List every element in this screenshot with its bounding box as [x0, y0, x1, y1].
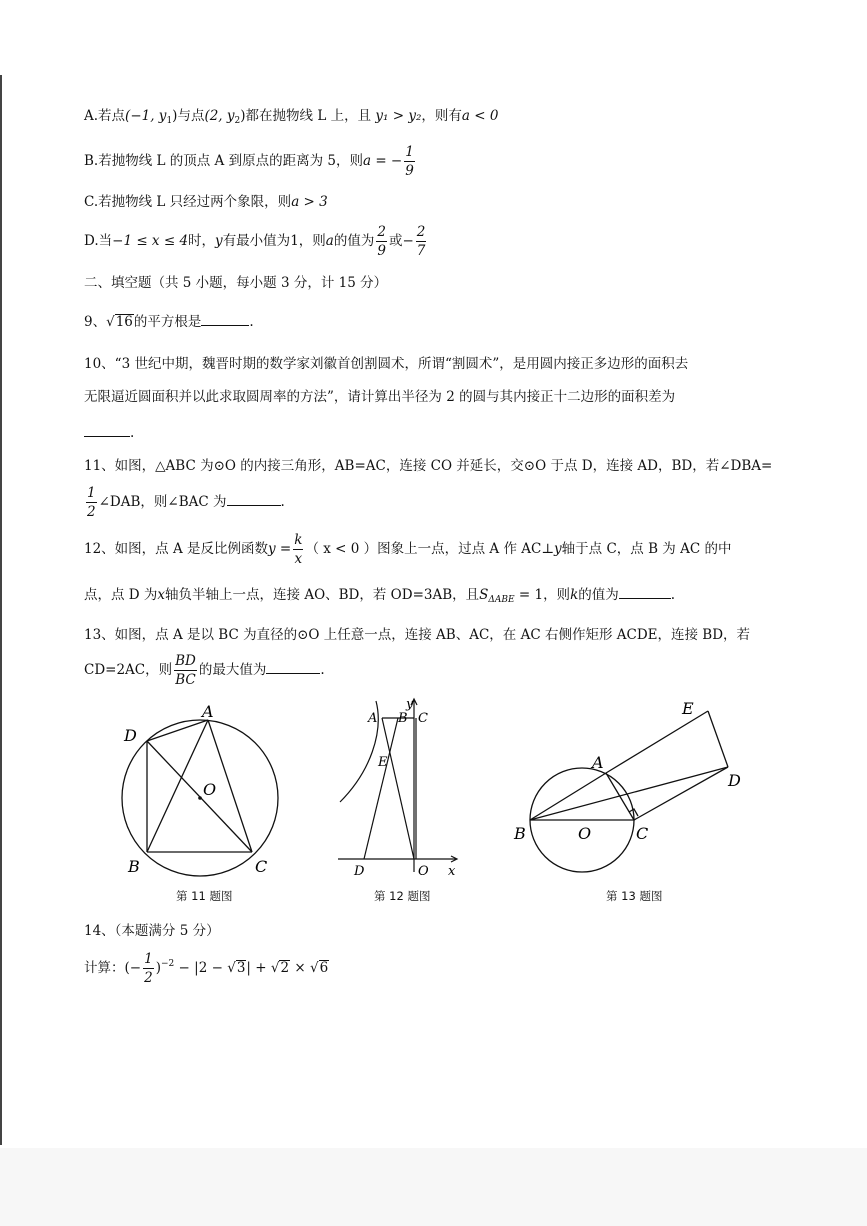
frac-den: 7	[416, 243, 426, 259]
frac-den: BC	[175, 672, 196, 688]
seg-bd	[364, 718, 398, 859]
seg-ed	[708, 711, 728, 767]
abs-bar-left: |	[194, 960, 199, 976]
figure-11	[110, 700, 280, 880]
q8d-text: D.当	[84, 233, 113, 249]
question-11-line-1: 11、如图，△ABC 为⊙O 的内接三角形，AB=AC，连接 CO 并延长，交⊙O 于点 D，连接 AD，BD，若∠DBA=	[84, 458, 773, 474]
q12-text-f: 的值为	[578, 587, 619, 603]
q12-text-a: 12、如图，点 A 是反比例函数	[84, 541, 269, 557]
seg-ao	[382, 718, 414, 859]
q9-text: 的平方根是	[133, 314, 202, 330]
q11-text: ∠DAB，则∠BAC 为	[98, 494, 227, 510]
q14-abs-a: 2 −	[198, 960, 228, 976]
label-o: O	[578, 824, 592, 843]
sqrt-symbol: √	[270, 960, 280, 976]
q14-close: )	[155, 960, 161, 976]
answer-blank-11[interactable]	[227, 493, 281, 506]
q8a-then: ，则有	[421, 108, 462, 124]
q12-x: x	[157, 587, 166, 603]
left-page-edge	[0, 75, 2, 1145]
label-e: E	[378, 755, 388, 770]
question-13-line-1: 13、如图，点 A 是以 BC 为直径的⊙O 上任意一点，连接 AB、AC，在 AC 右侧作矩形 ACDE，连接 BD，若	[84, 627, 751, 643]
question-10-line-2: 无限逼近圆面积并以此求取圆周率的方法”，请计算出半径为 2 的圆与其内接正十二边形的面积差为	[84, 389, 676, 405]
frac-num: 1	[87, 485, 96, 501]
q14-radicand-6: 6	[319, 960, 329, 976]
label-a: A	[368, 711, 378, 726]
q8d-mid: 时，	[188, 233, 216, 249]
q14-minus: −	[174, 960, 195, 976]
label-x: x	[448, 864, 456, 879]
q8d-y: y	[215, 233, 223, 249]
fraction-one-ninth	[404, 143, 415, 180]
q8a-prefix: A.若点	[84, 108, 126, 124]
question-11-line-2	[84, 484, 285, 521]
frac-num: k	[294, 532, 303, 548]
frac-den: 9	[377, 243, 386, 259]
label-a: A	[592, 753, 604, 772]
q9-number: 9、	[84, 314, 107, 330]
q14-times: ×	[290, 960, 310, 976]
frac-num: 2	[377, 224, 386, 240]
q14-prefix: 计算：	[84, 960, 125, 976]
question-10-line-1: 10、“3 世纪中期，魏晋时期的数学家刘徽首创割圆术，所谓“割圆术”，是用圆内接正多边形的面积去	[84, 356, 689, 372]
frac-den: 9	[405, 163, 414, 179]
figure-13	[510, 694, 750, 874]
q12-func-lhs: y =	[268, 541, 292, 557]
q8d-mid3: ，则	[298, 233, 326, 249]
q10-end: .	[130, 425, 135, 441]
q8a-mid: )与点	[172, 108, 205, 124]
q14-plus: +	[250, 960, 271, 976]
q13-end: .	[320, 662, 325, 678]
seg-ab	[147, 720, 208, 852]
frac-den: x	[294, 551, 303, 567]
q8a-condition: y₁ > y₂	[375, 108, 422, 124]
frac-num: 1	[144, 951, 153, 967]
fraction-one-half	[86, 484, 97, 521]
q14-neg: (−	[124, 960, 142, 976]
q12-end: .	[670, 587, 676, 603]
q8b-lhs: a = −	[362, 153, 403, 169]
q14-radicand-3: 3	[236, 960, 246, 976]
q12-k: k	[570, 587, 579, 603]
page-bottom-margin	[0, 1148, 867, 1226]
answer-blank-10[interactable]	[84, 424, 130, 437]
question-14-expression	[84, 950, 329, 987]
abs-bar-right: |	[246, 960, 251, 976]
label-d: D	[354, 864, 365, 879]
q8d-a: a	[325, 233, 334, 249]
point-1: (−1, y	[125, 108, 167, 124]
q8b-text: B.若抛物线 L 的顶点 A 到原点的距离为 5，则	[84, 153, 363, 169]
q12-condition: （ x < 0 ）图象上一点，过点 A 作 AC⊥	[305, 541, 555, 557]
label-b: B	[514, 824, 526, 843]
q11-end: .	[280, 494, 285, 510]
fig11-caption: 第 11 题图	[176, 889, 233, 903]
section-2-heading: 二、填空题（共 5 小题，每小题 3 分，计 15 分）	[84, 275, 388, 291]
seg-ae	[606, 711, 708, 773]
q13-text-b: 的最大值为	[198, 662, 267, 678]
answer-blank-9[interactable]	[201, 313, 249, 326]
sqrt-symbol: √	[309, 960, 319, 976]
fig12-caption: 第 12 题图	[374, 889, 431, 903]
q12-area-eq: = 1	[514, 587, 544, 603]
q12-y: y	[554, 541, 562, 557]
q8c-text: C.若抛物线 L 只经过两个象限，则	[84, 194, 292, 210]
q12-area-symbol: S	[479, 587, 489, 603]
q8-option-d	[84, 223, 428, 260]
label-d: D	[728, 771, 741, 790]
q8a-conclusion: a < 0	[461, 108, 499, 124]
label-o: O	[203, 780, 217, 799]
sqrt-symbol: √	[106, 314, 115, 330]
q8d-neg: −	[402, 233, 414, 249]
sqrt-symbol: √	[227, 960, 236, 976]
question-9	[84, 313, 254, 330]
q8a-rest: )都在抛物线 L 上，且	[240, 108, 372, 124]
label-b: B	[128, 857, 140, 876]
seg-cd	[634, 767, 728, 820]
q8d-range: −1 ≤ x ≤ 4	[112, 233, 189, 249]
q8-option-c	[84, 194, 328, 210]
q12-area-sub: ΔABE	[488, 595, 515, 605]
q12-text-d: 轴负半轴上一点，连接 AO、BD，若 OD=3AB，且	[165, 587, 480, 603]
frac-num: 2	[416, 224, 426, 240]
frac-den: 2	[144, 970, 153, 986]
center-dot	[198, 796, 202, 800]
label-c: C	[636, 824, 649, 843]
label-o: O	[418, 864, 429, 879]
q12-text-e: ，则	[543, 587, 571, 603]
fraction-one-half	[143, 950, 154, 987]
label-y: y	[406, 697, 414, 712]
q8d-mid4: 的值为	[333, 233, 375, 249]
seg-ba	[530, 773, 606, 820]
fraction-bd-over-bc	[174, 652, 197, 689]
fraction-two-sevenths	[416, 223, 427, 260]
q14-radicand-2: 2	[280, 960, 290, 976]
answer-blank-13[interactable]	[266, 661, 320, 674]
point-2-sub: 2	[234, 116, 241, 126]
q12-text-b: 轴于点 C，点 B 为 AC 的中	[561, 541, 732, 557]
question-12-line-2	[84, 586, 675, 606]
label-c: C	[255, 857, 268, 876]
q12-text-c: 点，点 D 为	[84, 587, 158, 603]
question-12-line-1	[84, 531, 731, 568]
frac-num: BD	[175, 653, 196, 669]
frac-den: 2	[87, 504, 96, 520]
point-1-sub: 1	[166, 116, 173, 126]
q9-end: .	[249, 314, 254, 330]
question-13-line-2	[84, 652, 325, 689]
q8d-or: 或	[388, 233, 403, 249]
label-e: E	[682, 699, 694, 718]
frac-num: 1	[405, 144, 414, 160]
q14-exponent: −2	[160, 959, 175, 969]
fraction-two-ninths	[376, 223, 387, 260]
q8-option-a	[84, 108, 498, 127]
fig13-caption: 第 13 题图	[606, 889, 663, 903]
q8d-one: 1	[290, 233, 299, 249]
question-14-heading: 14、（本题满分 5 分）	[84, 923, 220, 939]
label-c: C	[418, 711, 428, 726]
q8c-conclusion: a > 3	[291, 194, 328, 210]
q8d-mid2: 有最小值为	[222, 233, 291, 249]
question-10-line-3	[84, 424, 134, 441]
answer-blank-12[interactable]	[619, 586, 671, 599]
q9-radicand: 16	[115, 314, 133, 330]
point-2: (2, y	[204, 108, 235, 124]
q13-text-a: CD=2AC，则	[84, 662, 173, 678]
label-a: A	[202, 702, 214, 721]
label-d: D	[124, 726, 137, 745]
q8-option-b	[84, 143, 417, 180]
label-b: B	[398, 711, 408, 726]
figure-12	[332, 692, 472, 882]
fraction-k-over-x	[293, 531, 303, 568]
